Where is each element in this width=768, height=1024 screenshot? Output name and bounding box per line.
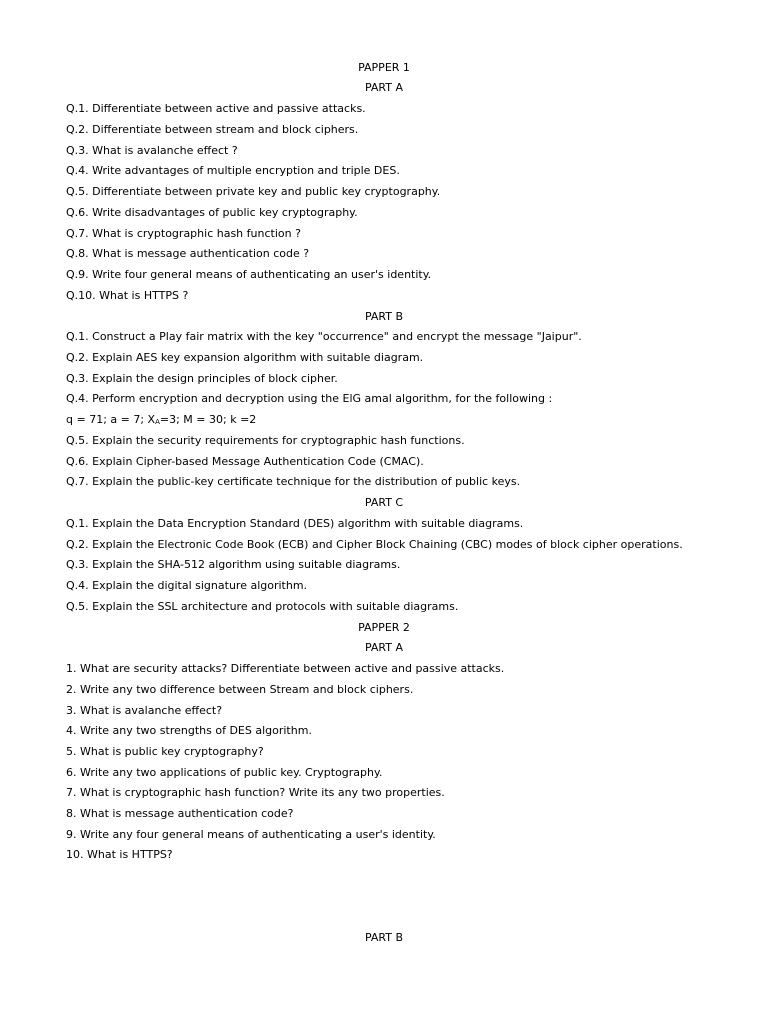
q4-parameters-subscript: A (155, 418, 160, 426)
paper1-part-a-question: Q.1. Differentiate between active and passive attacks. (66, 102, 366, 115)
q4-parameters-start: q = 71; a = 7; X (66, 413, 156, 426)
paper1-part-b-heading: PART B (364, 310, 404, 323)
paper1-part-b-question: Q.7. Explain the public-key certificate technique for the distribution of public keys. (66, 475, 521, 488)
paper2-part-a-question: 9. Write any four general means of authenticating a user's identity. (66, 828, 436, 841)
paper2-part-a-question: 3. What is avalanche effect? (66, 704, 223, 717)
paper1-part-c-question: Q.5. Explain the SSL architecture and protocols with suitable diagrams. (66, 600, 459, 613)
paper1-part-b-question: Q.4. Perform encryption and decryption using the ElG amal algorithm, for the following : (66, 392, 553, 405)
paper1-part-c-question: Q.4. Explain the digital signature algorithm. (66, 579, 308, 592)
paper1-part-a-question: Q.5. Differentiate between private key and public key cryptography. (66, 185, 441, 198)
paper1-part-c-question: Q.3. Explain the SHA-512 algorithm using suitable diagrams. (66, 558, 401, 571)
paper2-part-a-question: 6. Write any two applications of public key. Cryptography. (66, 766, 383, 779)
paper2-part-a-question: 2. Write any two difference between Stream and block ciphers. (66, 683, 414, 696)
paper2-title: PAPPER 2 (358, 621, 410, 634)
paper1-part-c-heading: PART C (364, 496, 404, 509)
paper1-part-a-question: Q.3. What is avalanche effect ? (66, 144, 238, 157)
paper2-part-a-question: 7. What is cryptographic hash function? Write its any two properties. (66, 786, 445, 799)
paper1-part-b-question: Q.3. Explain the design principles of block cipher. (66, 372, 338, 385)
paper1-part-a-question: Q.9. Write four general means of authenticating an user's identity. (66, 268, 432, 281)
q4-parameters-rest: =3; M = 30; k =2 (159, 413, 257, 426)
paper1-part-c-question: Q.1. Explain the Data Encryption Standard (DES) algorithm with suitable diagrams. (66, 517, 524, 530)
paper1-part-a-question: Q.6. Write disadvantages of public key cryptography. (66, 206, 358, 219)
paper2-part-a-question: 4. Write any two strengths of DES algorithm. (66, 724, 312, 737)
paper1-part-a-question: Q.8. What is message authentication code ? (66, 247, 310, 260)
paper1-part-b-q4-parameters (66, 412, 256, 428)
paper2-part-a-question: 8. What is message authentication code? (66, 807, 294, 820)
paper2-part-a-question: 5. What is public key cryptography? (66, 745, 264, 758)
paper1-part-b-question: Q.2. Explain AES key expansion algorithm with suitable diagram. (66, 351, 424, 364)
paper1-part-c-question: Q.2. Explain the Electronic Code Book (ECB) and Cipher Block Chaining (CBC) modes of block cipher operations. (66, 538, 683, 551)
paper2-part-a-heading: PART A (364, 641, 404, 654)
paper1-part-a-question: Q.7. What is cryptographic hash function ? (66, 227, 301, 240)
paper1-part-a-question: Q.10. What is HTTPS ? (66, 289, 189, 302)
paper2-part-b-heading: PART B (364, 931, 404, 944)
paper1-title: PAPPER 1 (358, 61, 410, 74)
paper1-part-a-question: Q.2. Differentiate between stream and block ciphers. (66, 123, 359, 136)
paper1-part-b-question: Q.6. Explain Cipher-based Message Authentication Code (CMAC). (66, 455, 424, 468)
paper1-part-b-question: Q.1. Construct a Play fair matrix with the key "occurrence" and encrypt the message "Jaipur". (66, 330, 582, 343)
paper1-part-b-question: Q.5. Explain the security requirements for cryptographic hash functions. (66, 434, 465, 447)
paper1-part-a-question: Q.4. Write advantages of multiple encryption and triple DES. (66, 164, 400, 177)
paper1-part-a-heading: PART A (364, 81, 404, 94)
paper2-part-a-question: 10. What is HTTPS? (66, 848, 173, 861)
paper2-part-a-question: 1. What are security attacks? Differentiate between active and passive attacks. (66, 662, 505, 675)
